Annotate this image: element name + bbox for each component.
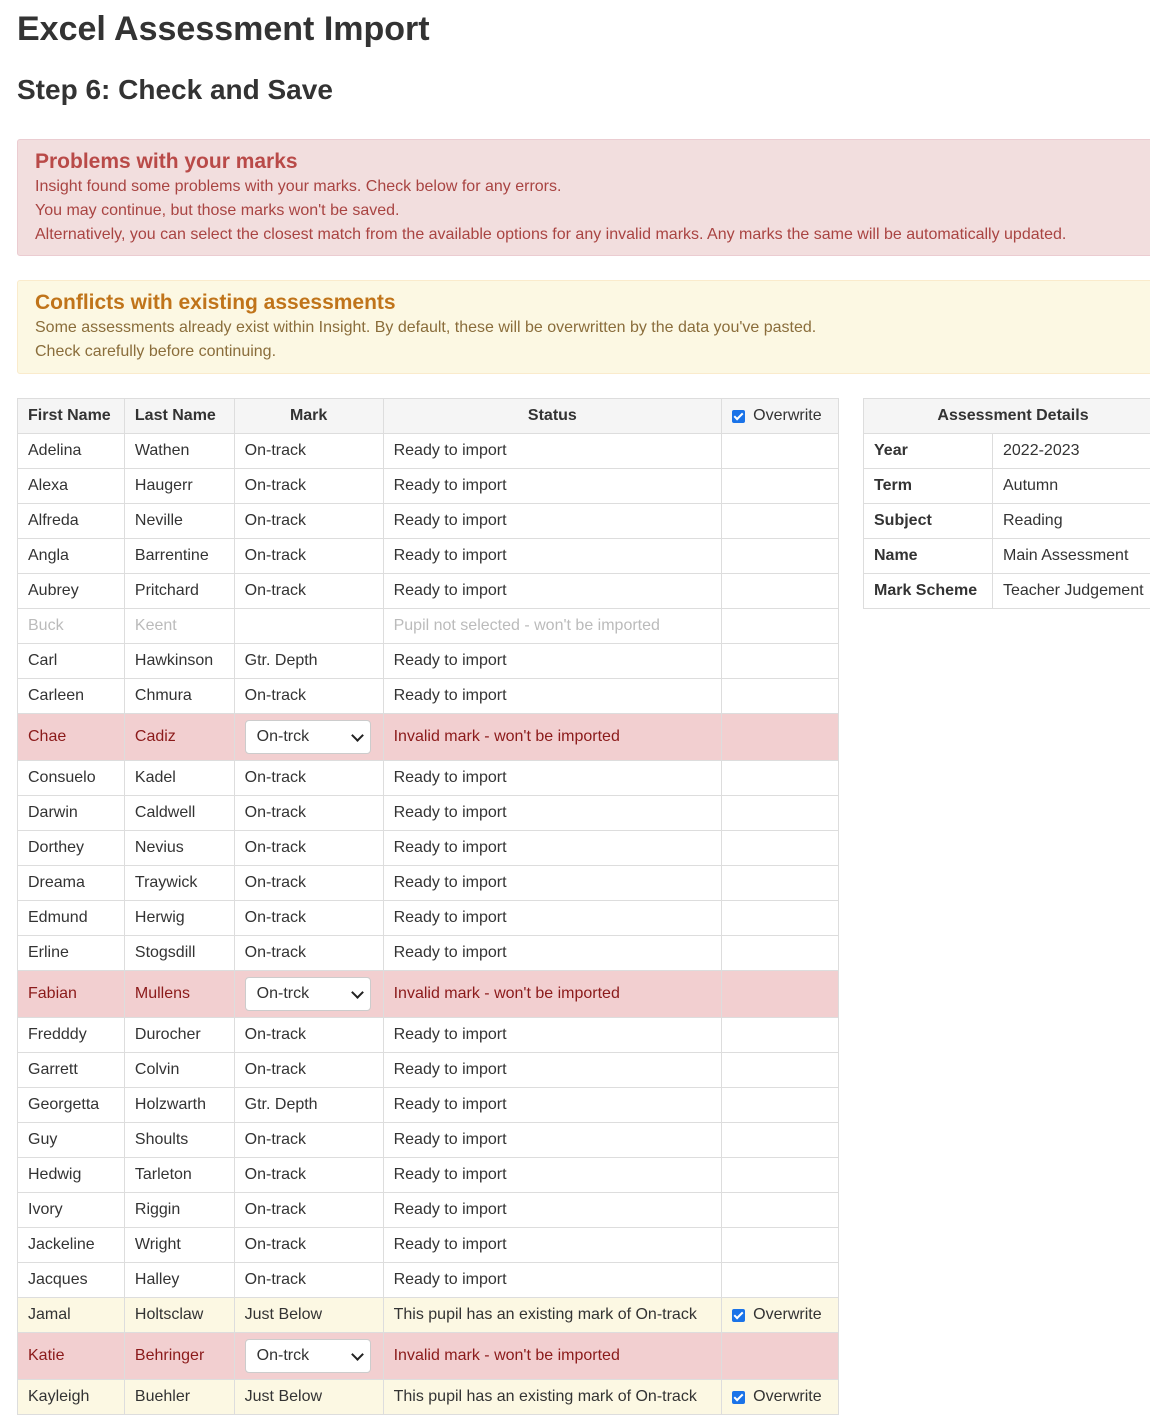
- status-cell: Ready to import: [383, 866, 722, 901]
- status-cell: Invalid mark - won't be imported: [383, 714, 722, 761]
- table-row: [18, 866, 839, 901]
- overwrite-cell: [722, 1333, 839, 1380]
- overwrite-cell: [722, 1193, 839, 1228]
- table-row: [18, 1053, 839, 1088]
- assessment-details-table: [863, 398, 1150, 609]
- overwrite-cell: [722, 831, 839, 866]
- overwrite-cell: [722, 1123, 839, 1158]
- last-name-cell: Chmura: [124, 679, 234, 714]
- mark-cell: On-track: [234, 574, 383, 609]
- last-name-cell: Holzwarth: [124, 1088, 234, 1123]
- first-name-cell: Carleen: [18, 679, 125, 714]
- table-row: [18, 971, 839, 1018]
- last-name-cell: Tarleton: [124, 1158, 234, 1193]
- overwrite-label: Overwrite: [753, 1388, 821, 1406]
- overwrite-cell: [722, 1263, 839, 1298]
- first-name-cell: Aubrey: [18, 574, 125, 609]
- last-name-cell: Shoults: [124, 1123, 234, 1158]
- last-name-cell: Traywick: [124, 866, 234, 901]
- detail-value: Main Assessment: [993, 539, 1150, 574]
- status-cell: Ready to import: [383, 1158, 722, 1193]
- table-row: [18, 714, 839, 761]
- mark-cell: On-track: [234, 831, 383, 866]
- overwrite-cell: [722, 796, 839, 831]
- last-name-cell: Colvin: [124, 1053, 234, 1088]
- assessment-details-header: Assessment Details: [864, 399, 1150, 434]
- status-cell: Ready to import: [383, 936, 722, 971]
- first-name-cell: Katie: [18, 1333, 125, 1380]
- status-cell: Invalid mark - won't be imported: [383, 971, 722, 1018]
- first-name-header[interactable]: First Name: [18, 399, 125, 434]
- overwrite-all-checkbox[interactable]: [732, 410, 745, 423]
- mark-cell: Gtr. Depth: [234, 644, 383, 679]
- table-row: [18, 1158, 839, 1193]
- chevron-down-icon: [351, 986, 364, 999]
- last-name-cell: Hawkinson: [124, 644, 234, 679]
- overwrite-cell: [722, 714, 839, 761]
- mark-select[interactable]: [245, 977, 371, 1011]
- first-name-cell: Ivory: [18, 1193, 125, 1228]
- last-name-cell: Buehler: [124, 1380, 234, 1415]
- last-name-cell: Caldwell: [124, 796, 234, 831]
- table-row: [18, 936, 839, 971]
- table-row: [18, 609, 839, 644]
- first-name-cell: Adelina: [18, 434, 125, 469]
- status-cell: Ready to import: [383, 469, 722, 504]
- first-name-cell: Fabian: [18, 971, 125, 1018]
- status-cell: Ready to import: [383, 1193, 722, 1228]
- status-cell: Ready to import: [383, 901, 722, 936]
- overwrite-checkbox[interactable]: [732, 1391, 745, 1404]
- overwrite-cell: [722, 504, 839, 539]
- table-row: [18, 1088, 839, 1123]
- detail-row: [864, 504, 1150, 539]
- detail-label: Subject: [864, 504, 993, 539]
- last-name-cell: Durocher: [124, 1018, 234, 1053]
- first-name-cell: Angla: [18, 539, 125, 574]
- overwrite-cell: [722, 761, 839, 796]
- mark-cell: Just Below: [234, 1298, 383, 1333]
- overwrite-cell: [722, 539, 839, 574]
- table-row: [18, 1298, 839, 1333]
- mark-cell: On-track: [234, 796, 383, 831]
- table-row: [18, 574, 839, 609]
- first-name-cell: Georgetta: [18, 1088, 125, 1123]
- last-name-cell: Halley: [124, 1263, 234, 1298]
- first-name-cell: Fredddy: [18, 1018, 125, 1053]
- status-cell: Ready to import: [383, 504, 722, 539]
- detail-label: Mark Scheme: [864, 574, 993, 609]
- status-cell: Ready to import: [383, 539, 722, 574]
- overwrite-cell: [722, 1380, 839, 1415]
- detail-label: Year: [864, 434, 993, 469]
- first-name-cell: Consuelo: [18, 761, 125, 796]
- first-name-cell: Jamal: [18, 1298, 125, 1333]
- overwrite-checkbox[interactable]: [732, 1309, 745, 1322]
- table-row: [18, 1123, 839, 1158]
- mark-select[interactable]: [245, 720, 371, 754]
- chevron-down-icon: [351, 1348, 364, 1361]
- first-name-cell: Jacques: [18, 1263, 125, 1298]
- overwrite-cell: [722, 644, 839, 679]
- mark-cell: On-track: [234, 504, 383, 539]
- table-row: [18, 1193, 839, 1228]
- last-name-cell: Herwig: [124, 901, 234, 936]
- first-name-cell: Darwin: [18, 796, 125, 831]
- overwrite-cell: [722, 866, 839, 901]
- first-name-cell: Alfreda: [18, 504, 125, 539]
- status-header[interactable]: Status: [383, 399, 722, 434]
- first-name-cell: Dorthey: [18, 831, 125, 866]
- status-cell: Ready to import: [383, 1018, 722, 1053]
- mark-cell: On-track: [234, 1018, 383, 1053]
- detail-value: Reading: [993, 504, 1150, 539]
- last-name-cell: Behringer: [124, 1333, 234, 1380]
- status-cell: Ready to import: [383, 574, 722, 609]
- status-cell: Ready to import: [383, 1123, 722, 1158]
- mark-cell: Gtr. Depth: [234, 1088, 383, 1123]
- overwrite-cell: [722, 574, 839, 609]
- overwrite-cell: [722, 469, 839, 504]
- mark-cell: On-track: [234, 434, 383, 469]
- mark-cell: On-track: [234, 901, 383, 936]
- table-row: [18, 796, 839, 831]
- status-cell: Ready to import: [383, 796, 722, 831]
- detail-value: Autumn: [993, 469, 1150, 504]
- overwrite-cell: [722, 434, 839, 469]
- first-name-cell: Chae: [18, 714, 125, 761]
- last-name-cell: Pritchard: [124, 574, 234, 609]
- overwrite-all-header: [722, 399, 839, 434]
- detail-value: 2022-2023: [993, 434, 1150, 469]
- table-row: [18, 434, 839, 469]
- table-row: [18, 1228, 839, 1263]
- mark-cell: [234, 714, 383, 761]
- first-name-cell: Kayleigh: [18, 1380, 125, 1415]
- mark-cell: On-track: [234, 1123, 383, 1158]
- mark-cell: On-track: [234, 761, 383, 796]
- problems-line: Alternatively, you can select the closest match from the available options for any invalid marks. Any marks the same will be automatically updated.: [35, 223, 1150, 247]
- problems-line: You may continue, but those marks won't be saved.: [35, 199, 1150, 223]
- mark-cell: On-track: [234, 1053, 383, 1088]
- overwrite-cell: [722, 1018, 839, 1053]
- status-cell: Pupil not selected - won't be imported: [383, 609, 722, 644]
- mark-cell: On-track: [234, 1158, 383, 1193]
- first-name-cell: Edmund: [18, 901, 125, 936]
- last-name-header[interactable]: Last Name: [124, 399, 234, 434]
- first-name-cell: Garrett: [18, 1053, 125, 1088]
- mark-cell: On-track: [234, 1228, 383, 1263]
- first-name-cell: Buck: [18, 609, 125, 644]
- table-row: [18, 644, 839, 679]
- overwrite-cell: [722, 936, 839, 971]
- marks-table: [17, 398, 839, 1415]
- overwrite-label: Overwrite: [753, 1306, 821, 1324]
- detail-value: Teacher Judgement: [993, 574, 1150, 609]
- last-name-cell: Riggin: [124, 1193, 234, 1228]
- overwrite-cell: [722, 1158, 839, 1193]
- mark-cell: On-track: [234, 469, 383, 504]
- overwrite-cell: [722, 609, 839, 644]
- last-name-cell: Keent: [124, 609, 234, 644]
- mark-cell: On-track: [234, 1193, 383, 1228]
- last-name-cell: Cadiz: [124, 714, 234, 761]
- mark-cell: Just Below: [234, 1380, 383, 1415]
- detail-row: [864, 469, 1150, 504]
- conflicts-alert: [17, 280, 1150, 374]
- first-name-cell: Carl: [18, 644, 125, 679]
- conflicts-line: Some assessments already exist within Insight. By default, these will be overwritten by the data you've pasted.: [35, 316, 1150, 340]
- status-cell: This pupil has an existing mark of On-track: [383, 1380, 722, 1415]
- problems-title: Problems with your marks: [35, 149, 1150, 175]
- table-row: [18, 469, 839, 504]
- last-name-cell: Barrentine: [124, 539, 234, 574]
- overwrite-cell: [722, 1053, 839, 1088]
- last-name-cell: Neville: [124, 504, 234, 539]
- mark-cell: On-track: [234, 866, 383, 901]
- table-row: [18, 539, 839, 574]
- first-name-cell: Alexa: [18, 469, 125, 504]
- overwrite-cell: [722, 1298, 839, 1333]
- status-cell: Ready to import: [383, 1088, 722, 1123]
- status-cell: Invalid mark - won't be imported: [383, 1333, 722, 1380]
- step-title: Step 6: Check and Save: [17, 74, 333, 106]
- problems-line: Insight found some problems with your marks. Check below for any errors.: [35, 175, 1150, 199]
- detail-row: [864, 574, 1150, 609]
- last-name-cell: Holtsclaw: [124, 1298, 234, 1333]
- overwrite-cell: [722, 1088, 839, 1123]
- problems-alert: [17, 139, 1150, 256]
- table-row: [18, 1018, 839, 1053]
- conflicts-title: Conflicts with existing assessments: [35, 290, 1150, 316]
- mark-cell: On-track: [234, 679, 383, 714]
- detail-row: [864, 434, 1150, 469]
- table-row: [18, 831, 839, 866]
- table-row: [18, 1333, 839, 1380]
- mark-select-value: On-trck: [257, 1347, 309, 1365]
- last-name-cell: Wathen: [124, 434, 234, 469]
- mark-select-value: On-trck: [257, 985, 309, 1003]
- overwrite-all-label: Overwrite: [753, 407, 821, 425]
- status-cell: Ready to import: [383, 1263, 722, 1298]
- status-cell: Ready to import: [383, 831, 722, 866]
- chevron-down-icon: [351, 729, 364, 742]
- mark-select[interactable]: [245, 1339, 371, 1373]
- last-name-cell: Haugerr: [124, 469, 234, 504]
- table-row: [18, 1380, 839, 1415]
- overwrite-cell: [722, 1228, 839, 1263]
- status-cell: Ready to import: [383, 434, 722, 469]
- last-name-cell: Stogsdill: [124, 936, 234, 971]
- mark-cell: On-track: [234, 936, 383, 971]
- table-row: [18, 901, 839, 936]
- mark-cell: [234, 609, 383, 644]
- page-title: Excel Assessment Import: [17, 10, 430, 49]
- first-name-cell: Jackeline: [18, 1228, 125, 1263]
- table-row: [18, 761, 839, 796]
- status-cell: This pupil has an existing mark of On-track: [383, 1298, 722, 1333]
- mark-cell: On-track: [234, 539, 383, 574]
- table-row: [18, 1263, 839, 1298]
- overwrite-cell: [722, 901, 839, 936]
- mark-cell: On-track: [234, 1263, 383, 1298]
- status-cell: Ready to import: [383, 679, 722, 714]
- table-row: [18, 679, 839, 714]
- last-name-cell: Wright: [124, 1228, 234, 1263]
- detail-row: [864, 539, 1150, 574]
- status-cell: Ready to import: [383, 644, 722, 679]
- mark-cell: [234, 1333, 383, 1380]
- conflicts-line: Check carefully before continuing.: [35, 340, 1150, 364]
- first-name-cell: Guy: [18, 1123, 125, 1158]
- mark-header[interactable]: Mark: [234, 399, 383, 434]
- mark-cell: [234, 971, 383, 1018]
- status-cell: Ready to import: [383, 1053, 722, 1088]
- table-row: [18, 504, 839, 539]
- status-cell: Ready to import: [383, 761, 722, 796]
- overwrite-cell: [722, 971, 839, 1018]
- last-name-cell: Kadel: [124, 761, 234, 796]
- detail-label: Name: [864, 539, 993, 574]
- last-name-cell: Mullens: [124, 971, 234, 1018]
- detail-label: Term: [864, 469, 993, 504]
- first-name-cell: Hedwig: [18, 1158, 125, 1193]
- status-cell: Ready to import: [383, 1228, 722, 1263]
- mark-select-value: On-trck: [257, 728, 309, 746]
- overwrite-cell: [722, 679, 839, 714]
- first-name-cell: Erline: [18, 936, 125, 971]
- first-name-cell: Dreama: [18, 866, 125, 901]
- last-name-cell: Nevius: [124, 831, 234, 866]
